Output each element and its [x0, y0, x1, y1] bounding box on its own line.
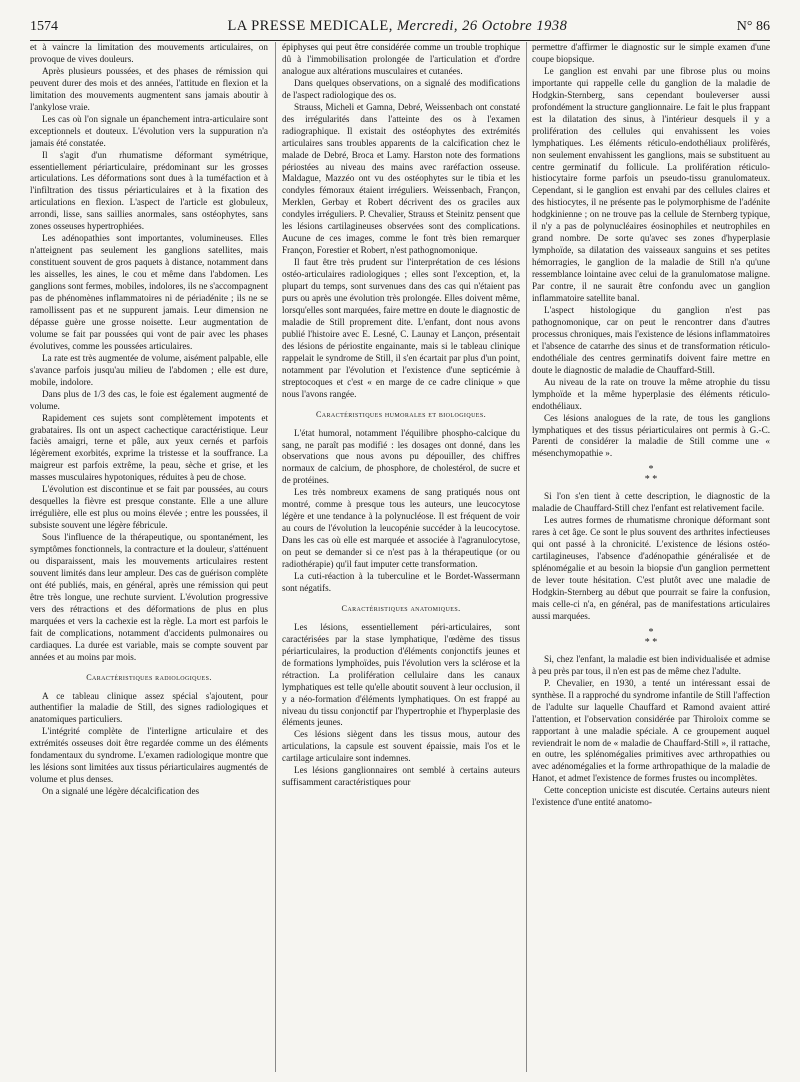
paragraph: Les cas où l'on signale un épanchement intra-articulaire sont exceptionnels et douteux. L'évolution vers la suppuration n'a jamais été constatée. — [30, 113, 268, 148]
paragraph: Les lésions, essentiellement péri-articulaires, sont caractérisées par la stase lymphatique, l'œdème des tissus périarticulaires, la production d'éléments conjonctifs jeunes et de formations lymphoïdes, puis l'évolution vers la sclérose et la rétraction. La prolifération cellulaire dans les canaux lymphatiques est telle qu'elle aboutit souvent à leur occlusion, il y a néo-formation d'éléments lymphatiques. On est frappé au niveau du tissu conjonctif par l'hypertrophie et l'hyperplasie des éléments jeunes. — [282, 621, 520, 728]
paragraph: La rate est très augmentée de volume, aisément palpable, elle s'avance parfois jusqu'au milieu de l'abdomen ; elle est dure, mobile, indolore. — [30, 352, 268, 387]
paragraph: Sous l'influence de la thérapeutique, ou spontanément, les symptômes fonctionnels, la contracture et la douleur, s'atténuent ou disparaissent, mais les mouvements articulaires restent souvent limités dans leur ampleur. Des cas de guérison complète ont été publiés, mais, en général, après une rémission qui peut être très longue, une rechute survient. L'évolution progressive vers des rétractions et des déformations de plus en plus marquées et vers la cachexie est la règle. La mort est parfois le fait de complications, notamment d'accidents pulmonaires ou cardiaques. La durée est variable, mais se compte souvent par années et au moins par mois. — [30, 532, 268, 662]
star: * — [648, 464, 654, 476]
stars: * * — [644, 474, 658, 486]
column-3 — [532, 42, 770, 1072]
paragraph: L'aspect histologique du ganglion n'est pas pathognomonique, car on peut le rencontrer dans d'autres processus chroniques, mais l'existence de lésions inflammatoires et l'absence de catarrhe des sinus et de transformation réticulo-endothéliale des centres germinatifs doivent faire mettre en doute le diagnostic de maladie de Chauffard-Still. — [532, 304, 770, 375]
paragraph: On a signalé une légère décalcification des — [42, 786, 200, 797]
column-2 — [282, 42, 520, 1072]
paragraph: Au niveau de la rate on trouve la même atrophie du tissu lymphoïde et la même hyperplasie des éléments réticulo-endothéliaux. — [532, 376, 770, 411]
paragraph: Dans plus de 1/3 des cas, le foie est également augmenté de volume. — [30, 388, 268, 411]
page-number: 1574 — [30, 19, 58, 34]
paragraph: permettre d'affirmer le diagnostic sur le simple examen d'une coupe biopsique. — [532, 42, 770, 64]
star: * — [648, 626, 654, 638]
page-header — [30, 18, 770, 38]
header-rule — [30, 40, 770, 41]
paragraph: A ce tableau clinique assez spécial s'ajoutent, pour authentifier la maladie de Still, des signes radiologiques et anatomiques particuliers. — [30, 690, 268, 725]
paragraph: Les adénopathies sont importantes, volumineuses. Elles n'atteignent pas seulement les ganglions satellites, mais constituent souvent de gros paquets à distance, notamment dans les aisselles, les aines, le cou et même dans l'abdomen. Les ganglions sont fermes, mobiles, indolores, ils ne s'accompagnent pas de phénomènes inflammatoires ni de périadénite ; ils ne se ramollissent pas et ne suppurent jamais. Leur dimension ne dépasse guère une grosse noisette. Leur augmentation de volume se fait par poussées qui vont de pair avec les phases évolutives, comme les poussées articulaires. — [30, 233, 268, 351]
paragraph: La cuti-réaction à la tuberculine et le Bordet-Wassermann sont négatifs. — [282, 570, 520, 593]
paragraph: Après plusieurs poussées, et des phases de rémission qui peuvent durer des mois et des années, l'attitude en flexion et la limitation des mouvements augmentent sans jamais aboutir à l'ankylose vraie. — [30, 65, 268, 112]
paragraph: L'intégrité complète de l'interligne articulaire et des extrémités osseuses doit être regardée comme un des éléments fondamentaux du syndrome. L'examen radiologique montre que les lésions sont limitées aux tissus périarticulaires augmentés de volume et plus denses. — [30, 726, 268, 785]
paragraph: Il faut être très prudent sur l'interprétation de ces lésions ostéo-articulaires radiologiques ; elles sont l'exception, et, la plupart du temps, sont survenues dans des cas qui n'étaient pas purs ou après une évolution très prolongée. Elles doivent même, lorsqu'elles sont marquées, faire mettre en doute le diagnostic de maladie de Still proprement dite. L'enfant, dont nous avons publié l'histoire avec E. Lesné, C. Launay et Lançon, présentait des lésions de périostite engainante, mais si le tableau clinique rappelait le syndrome de Still, il s'en écartait par plus d'un point, notamment par l'évolution et l'existence d'une septicémie à streptocoques et c'est « en marge de ce cadre clinique » que nous l'avons rangée. — [282, 257, 520, 399]
paragraph: et à vaincre la limitation des mouvements articulaires, on provoque de vives douleurs. — [30, 42, 268, 64]
issue-number: N° 86 — [736, 19, 770, 34]
issue-date: Mercredi, 26 Octobre 1938 — [396, 18, 568, 34]
paragraph: P. Chevalier, en 1930, a tenté un intéressant essai de synthèse. Il a rapproché du syndrome infantile de Still l'affection de l'adulte sur laquelle Chauffard et Ramond avaient attiré l'attention, et l'observation considérée par Thiroloix comme se rapportant à une maladie spéciale. A ce groupement auquel reviendrait le nom de « maladie de Chauffard-Still », il rattache, en outre, les splénomégalies primitives avec arthropathies ou avec adénomégalies et la forme arthropathique de la maladie de Hanot, et admet l'existence de formes frustes ou incomplètes. — [532, 677, 770, 784]
paragraph: Dans quelques observations, on a signalé des modifications de l'aspect radiologique des os. — [282, 77, 520, 100]
paragraph: Les lésions ganglionnaires ont semblé à certains auteurs suffisamment caractéristiques pour — [282, 765, 520, 788]
paragraph: Le ganglion est envahi par une fibrose plus ou moins importante qui rappelle celle du ganglion de la maladie de Hodgkin-Sternberg, sans cependant bouleverser aussi profondément la structure ganglionnaire. Le fait le plus frappant est la dilatation des sinus, à l'intérieur desquels il y a prolifération des cellules qui envahissent les voies lymphatiques. Les éléments réticulo-endothéliaux prolifèrés, non seulement envahissent les ganglions, mais se substituent au centre germinatif du follicule. La prolifération réticulo-histiocytaire forme parfois un pseudo-tissu granulomateux. Cependant, si le ganglion est envahi par des cellules claires et des histiocytes, il ne présente pas le polymorphisme de l'adénite hodgkinienne ; on ne trouve pas la cellule de Sternberg typique, il n'y a pas de polynucléaires éosinophiles et neutrophiles en grand nombre. De sorte qu'avec ses zones d'hyperplasie lymphoïde, sa dilatation des vaisseaux sanguins et ses petites hémorragies, le ganglion de la maladie de Still n'a qu'une ressemblance lointaine avec celui de la granulomatose maligne. Par contre, il ne saurait être confondu avec un ganglion inflammatoire satellite banal. — [532, 65, 770, 304]
journal-name: LA PRESSE MEDICALE, — [227, 18, 393, 34]
paragraph: Ces lésions analogues de la rate, de tous les ganglions lymphatiques et des tissus périarticulaires ont permis à G.-C. Parenti de considérer la maladie de Still comme une « mésenchymopathie ». — [532, 412, 770, 459]
section-heading: Caractéristiques radiologiques. — [86, 672, 212, 682]
column-1 — [30, 42, 268, 1072]
paragraph: L'état humoral, notamment l'équilibre phospho-calcique du sang, ne paraît pas modifié : les dosages ont donné, dans les observations que nous avons pu dépouiller, des chiffres normaux de calcium, de phosphore, de cholestérol, de sucre et de protéines. — [282, 427, 520, 486]
paragraph: Ces lésions siègent dans les tissus mous, autour des articulations, la capsule est souvent épaissie, mais l'os et le cartilage articulaire sont indemnes. — [282, 729, 520, 764]
paragraph: Il s'agit d'un rhumatisme déformant symétrique, essentiellement périarticulaire, prédominant sur les grosses articulations. Les déformations sont dues à la tuméfaction et à l'infiltration des tissus périarticulaires et à la fixation des articulations en flexion. L'aspect de l'article est globuleux, arrondi, lisse, sans saillies anormales, sans ostéophytes, sans zones osseuses hypertrophiées. — [30, 149, 268, 232]
section-heading: Caractéristiques anatomiques. — [341, 603, 461, 613]
section-separator — [532, 465, 770, 485]
paragraph: Rapidement ces sujets sont complètement impotents et grabataires. Ils ont un aspect cachectique caractéristique. Leur faciès amaigri, terne et pâle, aux yeux cernés et parfois légèrement exorbités, exprime la tristesse et la souffrance. La maigreur est parfois extrême, la peau, sèche et grise, et les masses musculaires hypotoniques, réduites à peu de chose. — [30, 412, 268, 483]
paragraph: Si l'on s'en tient à cette description, le diagnostic de la maladie de Chauffard-Still chez l'enfant est relativement facile. — [532, 491, 770, 514]
paragraph: L'évolution est discontinue et se fait par poussées, au cours desquelles la fièvre est presque constante. Elle a une allure irrégulière, elle est plus ou moins élevée ; entre les poussées, il subsiste souvent une légère fébricule. — [30, 484, 268, 531]
paragraph: Cette conception uniciste est discutée. Certains auteurs nient l'existence d'une entité anatomo- — [532, 785, 770, 808]
paragraph: Les autres formes de rhumatisme chronique déformant sont rares à cet âge. Ce sont le plus souvent des arthrites infectieuses qui ont passé à la chronicité. L'existence de lésions ostéo-cartilagineuses, l'absence d'adénopathie généralisée et de splénomégalie et au besoin la biopsie d'un ganglion permettent de lever toute hésitation. C'est plutôt avec une maladie de Hodgkin-Sternberg au début que pourrait se faire la confusion, mais celle-ci n'a, en général, pas de manifestations articulaires aussi marquées. — [532, 515, 770, 621]
section-separator — [532, 628, 770, 648]
journal-title — [227, 18, 567, 35]
stars: * * — [644, 636, 658, 648]
column-divider — [526, 42, 527, 1072]
section-heading: Caractéristiques humorales et biologiques. — [315, 409, 487, 419]
column-divider — [275, 42, 276, 1072]
paragraph: Si, chez l'enfant, la maladie est bien individualisée et admise à peu près par tous, il n'en est pas de même chez l'adulte. — [532, 653, 770, 676]
paragraph: Strauss, Micheli et Gamna, Debré, Weissenbach ont constaté des irrégularités dans l'atteinte des os à l'examen radiographique. Il existait des ostéophytes des extrémités articulaires sans troubles apparents de la calcification chez le malade de Debré, Broca et Lamy. Harston note des formations périostées au niveau des mains avec raréfaction osseuse. Maldague, Mazzéo ont vu des ostéophytes sur le tibia et les condyles fémoraux étaient irréguliers. Weissenbach, Françon, Merklen, Gerbay et Robert décrivent des os graciles aux condyles irréguliers. P. Chevalier, Strauss et Steinitz pensent que les lésions cartilagineuses observées sont des complications. Aucune de ces images, comme le font très bien remarquer Françon, Forestier et Robert, n'est pathognomonique. — [282, 101, 520, 256]
paragraph: Les très nombreux examens de sang pratiqués nous ont montré, comme à presque tous les auteurs, une leucocytose légère et une tendance à la polynucléose. Il est fréquent de voir au cours de l'évolution la leucopénie succéder à la leucocytose. Dans les cas où elle est marquée et associée à l'agranulocytose, on peut se demander si ce n'est pas à la thérapeutique (or ou radiothérapie) qu'il faut imputer cette transformation. — [282, 487, 520, 570]
paragraph: épiphyses qui peut être considérée comme un trouble trophique dû à l'immobilisation prolongée de l'articulation et d'ordre analogue aux altérations musculaires et cutanées. — [282, 42, 520, 76]
